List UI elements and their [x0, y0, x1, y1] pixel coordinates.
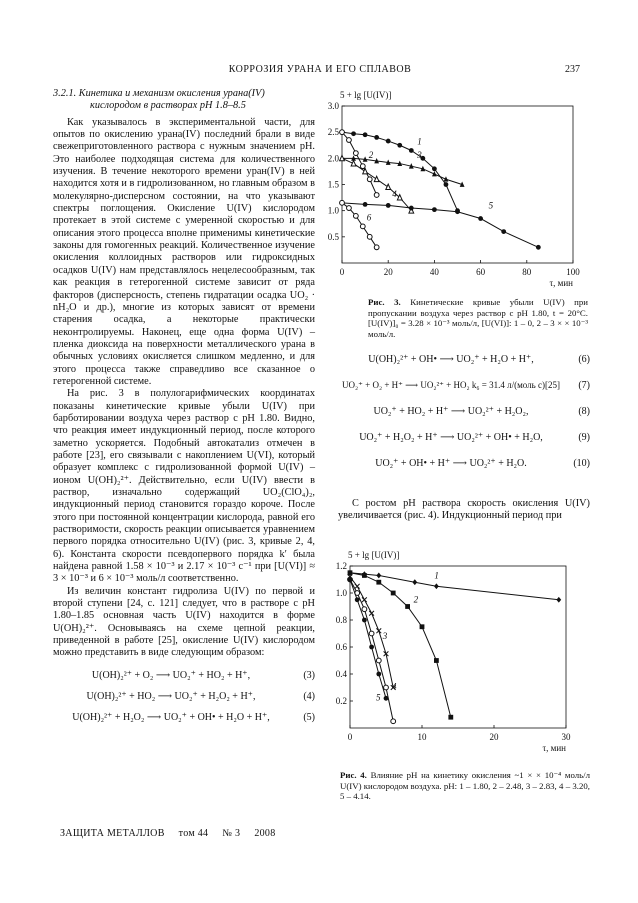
data-point-series-5	[386, 203, 391, 208]
equation-number: (3)	[303, 670, 315, 682]
data-point-series-1	[386, 139, 391, 144]
data-point-series-5	[384, 696, 389, 701]
equation-3	[53, 666, 315, 687]
data-point-series-2	[374, 193, 379, 198]
data-point-series-4	[362, 607, 367, 612]
data-point-series-4	[351, 161, 356, 166]
data-point-series-4	[386, 184, 391, 189]
data-point-series-1	[363, 132, 368, 137]
data-point-series-1	[397, 143, 402, 148]
equation-number: (5)	[303, 712, 315, 724]
series-label-4: 4	[392, 681, 397, 692]
x-tick-label: 60	[476, 267, 486, 277]
y-axis-label: 5 + lg [U(IV)]	[348, 550, 400, 560]
data-point-series-2	[448, 715, 453, 720]
equation-8	[338, 398, 590, 424]
equation-formula: UO₂⁺ + H₂O₂ + H⁺ ⟶ UO₂²⁺ + OH• + H₂O,	[359, 431, 543, 443]
equation-4	[53, 687, 315, 708]
figure-4-caption	[340, 770, 590, 802]
equation-formula: U(OH)₂²⁺ + HO₂ ⟶ UO₂⁺ + H₂O₂ + H⁺,	[86, 691, 256, 703]
data-point-series-6	[360, 224, 365, 229]
paragraph-2: На рис. 3 в полулогарифмических координатах показаны кинетические кривые убыли U(IV) при барботировании воздуха через раствор с pH 1.80. Видно, что реакция имеет индукционный период, после которого заметно ускоряется. Подобный автокатализ отмечен в работе [23], его связывали с накоплением U(VI), который образует комплекс с гидролизованной формой U(IV) – ионом U(OH)₂²⁺. Действительно, если U(IV) ввести в раствор, изначально содержащий UO₂(ClO₄)₂, индукционный период становится гораздо короче. После этого при постоянной концентрации кислорода, равной его растворимости, скорость реакции описывается уравнением первого порядка относительно U(IV) (рис. 3, кривые 2, 4, 6). Константа скорости псевдопервого порядка k′ была найдена равной 1.58 × 10⁻³ и 2.17 × 10⁻³ с⁻¹ при [U(VI)] ≈ 3 × 10⁻³ и 6 × 10⁻³ моль/л соответственно.	[53, 388, 315, 585]
data-point-series-2	[376, 580, 381, 585]
data-point-series-1	[444, 182, 449, 187]
data-point-series-2	[353, 151, 358, 156]
data-point-series-5	[376, 672, 381, 677]
left-column	[53, 88, 315, 729]
equation-9	[338, 424, 590, 450]
plot-frame	[350, 566, 566, 728]
y-tick-label: 1.5	[328, 179, 339, 190]
data-point-series-6	[374, 245, 379, 250]
x-tick-label: 0	[347, 732, 353, 742]
data-point-series-1	[409, 148, 414, 153]
y-tick-label: 0.8	[335, 615, 347, 625]
equation-7	[338, 372, 590, 398]
data-point-series-1	[351, 131, 356, 136]
series-label-5: 5	[376, 692, 381, 703]
right-equations	[338, 346, 590, 476]
series-line-5	[342, 200, 538, 247]
data-point-series-2	[362, 573, 367, 578]
plot-frame	[342, 106, 573, 263]
running-header	[60, 64, 580, 78]
equation-number: (6)	[578, 353, 590, 365]
data-point-series-5	[536, 245, 541, 250]
data-point-series-5	[432, 207, 437, 212]
series-line-5	[350, 580, 386, 699]
right-paragraph-text: С ростом pH раствора скорость окисления U(IV) увеличивается (рис. 4). Индукционный период при	[338, 498, 590, 522]
equation-6	[338, 346, 590, 372]
data-point-series-1	[376, 573, 381, 579]
data-point-series-3	[369, 611, 374, 616]
footer-issue: № 3	[222, 828, 241, 839]
equation-10	[338, 450, 590, 476]
series-label-6: 6	[366, 212, 372, 223]
data-point-series-2	[420, 624, 425, 629]
data-point-series-5	[348, 577, 353, 582]
data-point-series-2	[405, 604, 410, 609]
y-tick-label: 1.0	[335, 588, 347, 598]
data-point-series-5	[362, 618, 367, 623]
y-tick-label: 2.0	[328, 153, 339, 164]
data-point-series-4	[384, 685, 389, 690]
page-number: 237	[565, 64, 580, 75]
running-title: КОРРОЗИЯ УРАНА И ЕГО СПЛАВОВ	[228, 64, 412, 75]
figure-3-caption-text: Кинетические кривые убыли U(IV) при пропускании воздуха через раствор с pH 1.80, t = 20°C. [U(IV)]₀ = 3.28 × 10⁻³ моль/л, [U(VI)]: 1 – 0, 2 – 3 × × 10⁻³ моль/л.	[368, 297, 588, 339]
x-axis-label: τ, мин	[542, 743, 566, 753]
section-title-line2: кислородом в растворах рН 1.8–8.5	[90, 100, 246, 112]
x-tick-label: 100	[566, 267, 580, 277]
series-label-1: 1	[417, 136, 422, 147]
x-tick-label: 10	[417, 732, 427, 742]
x-tick-label: 30	[561, 732, 571, 742]
y-tick-label: 3.0	[328, 101, 339, 111]
data-point-series-3	[362, 597, 367, 602]
x-axis-label: τ, мин	[549, 278, 573, 288]
figure-3-caption-label: Рис. 3.	[368, 297, 401, 307]
footer-journal: ЗАЩИТА МЕТАЛЛОВ	[60, 828, 165, 839]
data-point-series-4	[391, 719, 396, 724]
footer-year: 2008	[254, 828, 276, 839]
y-tick-label: 0.6	[335, 642, 347, 652]
data-point-series-1	[556, 597, 561, 603]
data-point-series-2	[391, 591, 396, 596]
series-label-5: 5	[488, 200, 494, 211]
data-point-series-5	[355, 597, 360, 602]
x-tick-label: 0	[339, 267, 345, 277]
section-title-line1: 3.2.1. Кинетика и механизм окисления урана(IV)	[53, 88, 265, 99]
data-point-series-1	[374, 135, 379, 140]
y-tick-label: 0.5	[328, 231, 339, 242]
series-label-3: 3	[417, 150, 422, 161]
data-point-series-2	[340, 130, 345, 135]
y-tick-label: 0.2	[335, 696, 347, 706]
paragraph-1: Как указывалось в экспериментальной части, для опытов по окислению урана(IV) последний брали в виде свежеприготовленного раствора с нужным значением pH. Это наиболее подходящая система для количественного изучения. В течение некоторого времени уран(IV) в ней находится хотя и в гидролизованном, но главным образом в молекулярно-дисперсном состоянии, на что указывают спектры поглощения. Окисление U(IV) кислородом протекает в этой системе с умеренной скоростью и для описания этого процесса вполне применимы кинетические законы для гомогенных реакций. Количественное изучение окисления коллоидных растворов или гидроксидных осадков U(IV) нам представлялось нецелесообразным, так как реакция в гетерогенной системе зависит от ряда факторов (дисперсность, степень гидратации осадка UO₂ · nH₂O и др.), многие из которых зависят от времени старения осадка, а некоторые практически неконтролируемы. Наконец, еще одна форма U(IV) – пленка диоксида на поверхности металлического урана в обычных условиях окисляется слишком медленно, и для этого процесса также справедливо все сказанное о гетерогенной системе.	[53, 116, 315, 387]
data-point-series-1	[412, 579, 417, 585]
data-point-series-6	[347, 206, 352, 211]
data-point-series-2	[360, 164, 365, 169]
right-paragraph	[338, 498, 590, 523]
x-tick-label: 20	[383, 267, 393, 277]
data-point-series-5	[501, 229, 506, 234]
series-label-4: 4	[392, 189, 397, 200]
data-point-series-6	[367, 234, 372, 239]
data-point-series-5	[409, 206, 414, 211]
data-point-series-1	[434, 583, 439, 589]
figure-3-chart	[328, 88, 593, 293]
series-label-3: 3	[382, 630, 388, 641]
equation-number: (10)	[573, 457, 590, 469]
equation-formula: UO₂⁺ + O₂ + H⁺ ⟶ UO₂²⁺ + HO₂ k₆ = 31.4 л/(моль с)[25]	[342, 379, 560, 390]
data-point-series-4	[363, 168, 368, 173]
x-tick-label: 40	[429, 267, 439, 277]
paragraph-3: Из величин констант гидролиза U(IV) по первой и второй ступени [24, с. 121] следует, что в растворе с pH 1.80–1.85 основная часть U(IV) находится в форме U(OH)₂²⁺. Основываясь на схеме цепной реакции, приведенной в работе [25], окисление U(IV) кислородом можно представить в виде следующим образом:	[53, 585, 315, 659]
equation-formula: UO₂⁺ + HO₂ + H⁺ ⟶ UO₂²⁺ + H₂O₂,	[373, 405, 529, 417]
equation-formula: U(OH)₂²⁺ + O₂ ⟶ UO₂⁺ + HO₂ + H⁺,	[91, 670, 251, 682]
equation-formula: U(OH)₂²⁺ + H₂O₂ ⟶ UO₂⁺ + OH• + H₂O + H⁺,	[72, 712, 270, 724]
y-tick-label: 2.5	[328, 127, 339, 138]
running-footer	[60, 828, 276, 839]
figure-4-caption-label: Рис. 4.	[340, 770, 367, 780]
x-tick-label: 20	[489, 732, 499, 742]
series-label-2: 2	[368, 150, 374, 161]
data-point-series-6	[340, 200, 345, 205]
series-line-1	[350, 573, 559, 600]
data-point-series-2	[434, 658, 439, 663]
data-point-series-3	[376, 628, 381, 633]
y-tick-label: 1.2	[335, 561, 347, 571]
data-point-series-5	[369, 645, 374, 650]
equation-number: (9)	[578, 431, 590, 443]
data-point-series-5	[363, 202, 368, 207]
equation-number: (7)	[578, 379, 590, 391]
data-point-series-3	[355, 584, 360, 589]
equation-formula: U(OH)₂²⁺ + OH• ⟶ UO₂⁺ + H₂O + H⁺,	[368, 353, 534, 365]
section-title	[53, 88, 315, 113]
series-label-2: 2	[413, 594, 419, 605]
data-point-series-4	[369, 631, 374, 636]
data-point-series-6	[353, 214, 358, 219]
footer-volume: том 44	[178, 828, 209, 839]
figure-4-caption-text: Влияние pH на кинетику окисления ~1 × × 10⁻⁴ моль/л U(IV) кислородом воздуха. pH: 1 – 1.80, 2 – 2.48, 3 – 2.83, 4 – 3.20, 5 – 4.14.	[340, 770, 591, 802]
equation-5	[53, 708, 315, 729]
data-point-series-5	[478, 216, 483, 221]
figure-4-chart	[328, 548, 593, 758]
data-point-series-2	[367, 177, 372, 182]
series-label-1: 1	[434, 570, 439, 581]
y-axis-label: 5 + lg [U(IV)]	[340, 90, 392, 100]
data-point-series-2	[347, 138, 352, 143]
figure-3-caption	[368, 297, 588, 339]
equation-number: (4)	[303, 691, 315, 703]
series-line-2	[350, 573, 451, 717]
y-tick-label: 0.4	[335, 669, 347, 679]
data-point-series-4	[374, 176, 379, 181]
data-point-series-4	[376, 658, 381, 663]
data-point-series-5	[455, 209, 460, 214]
x-tick-label: 80	[522, 267, 532, 277]
data-point-series-1	[432, 166, 437, 171]
equation-number: (8)	[578, 405, 590, 417]
y-tick-label: 1.0	[328, 205, 339, 216]
data-point-series-4	[340, 155, 345, 160]
equation-formula: UO₂⁺ + OH• + H⁺ ⟶ UO₂²⁺ + H₂O.	[375, 457, 527, 469]
